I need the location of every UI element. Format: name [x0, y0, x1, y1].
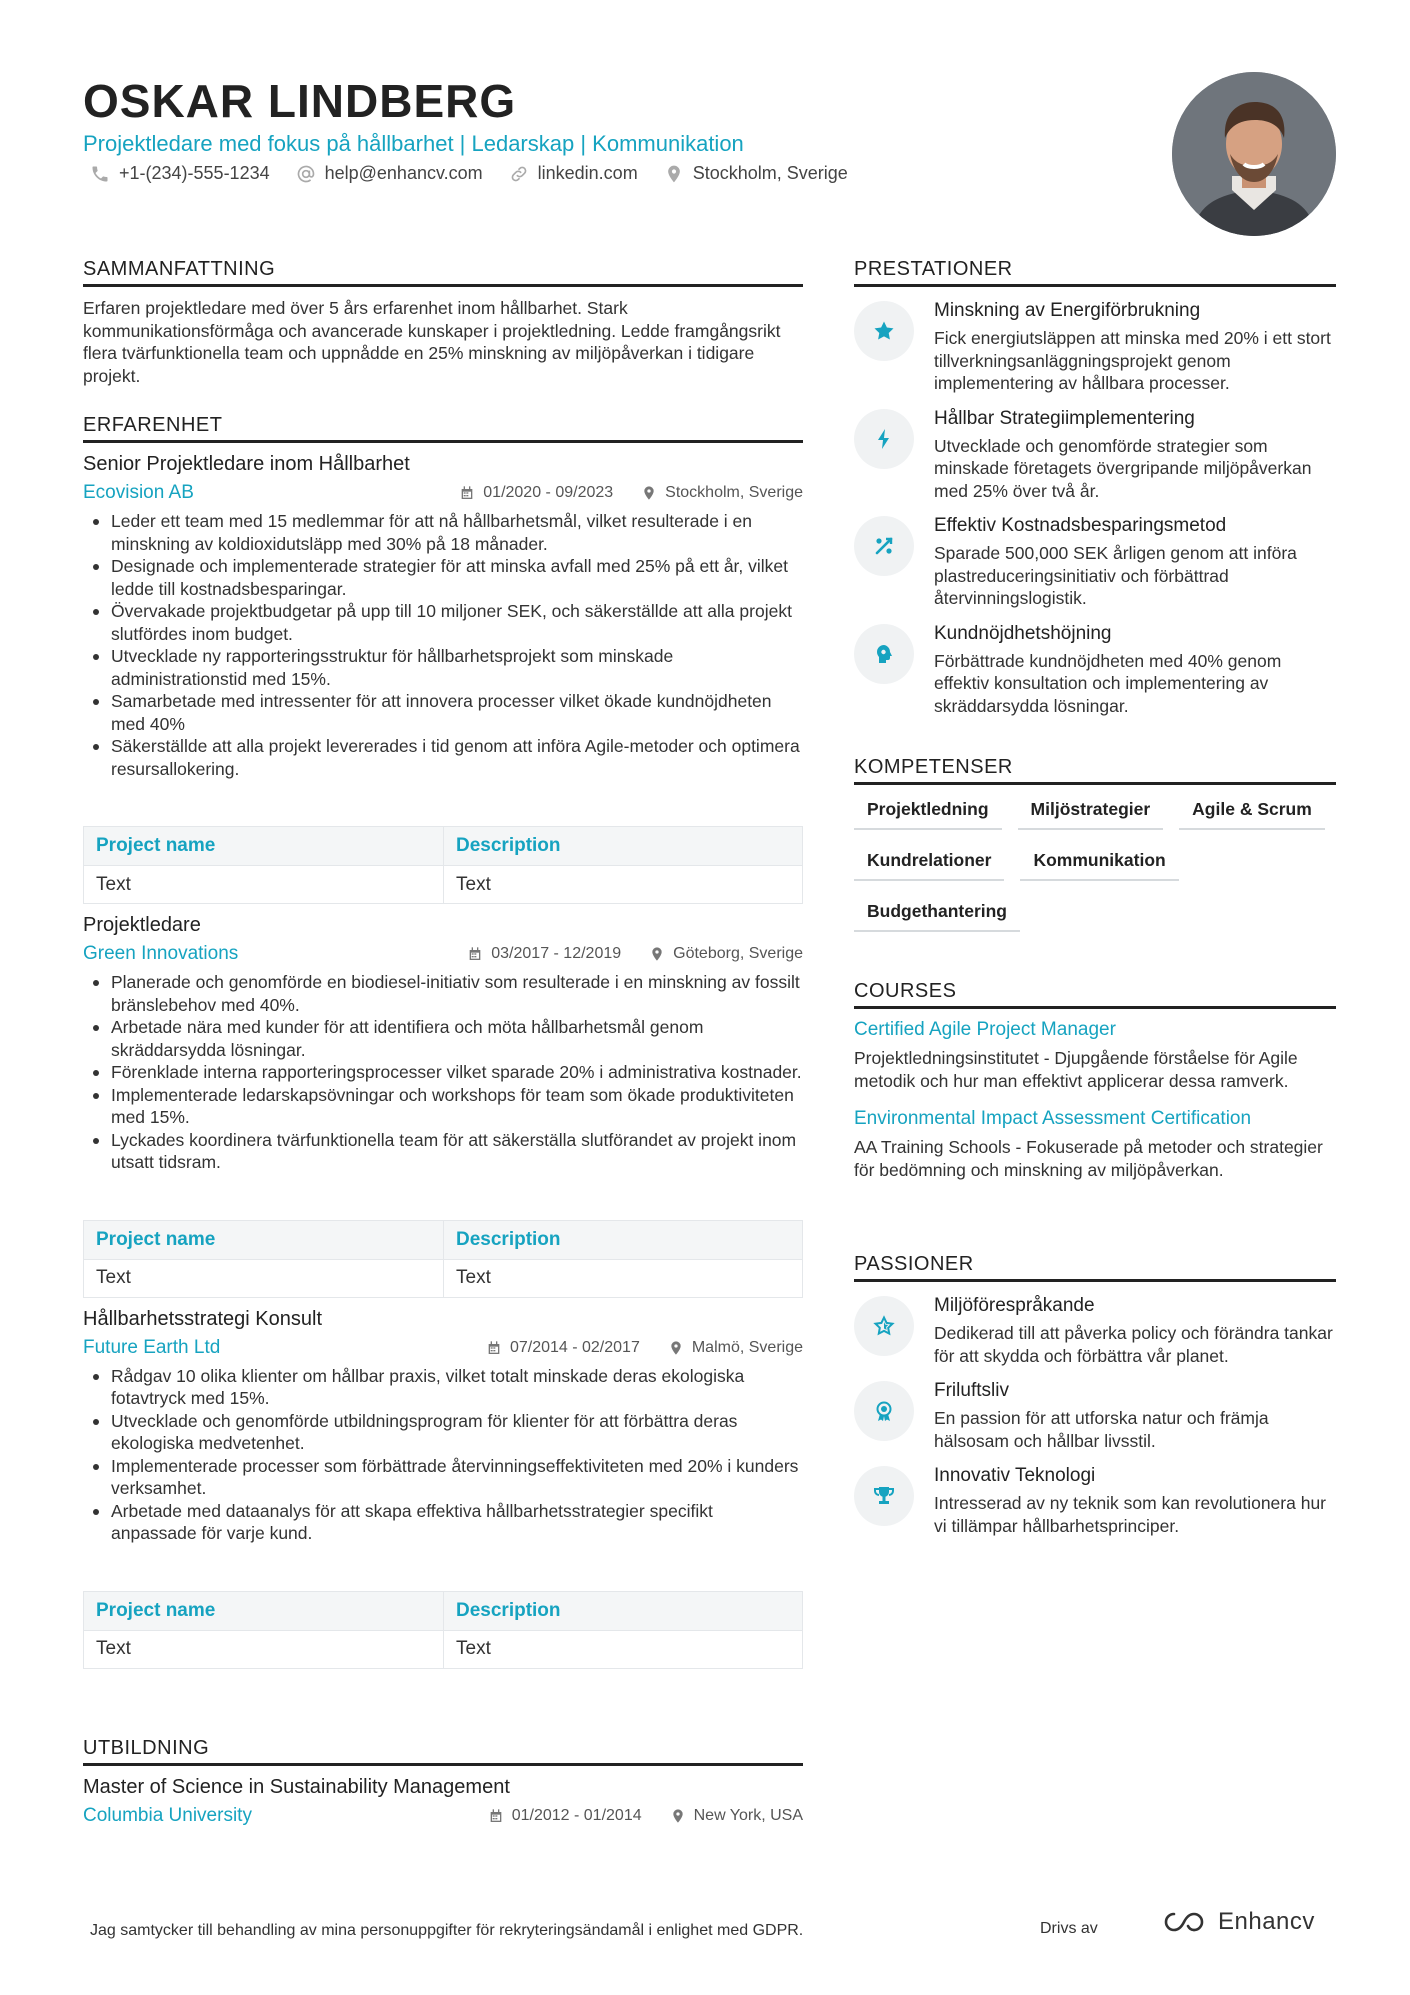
passions-section [854, 1253, 1336, 1537]
job-title: Senior Projektledare inom Hållbarhet [83, 453, 410, 475]
project-table [83, 1591, 803, 1669]
location-pin-icon [668, 1340, 684, 1356]
achievement-item [854, 407, 1336, 503]
calendar-icon [459, 485, 475, 501]
table-row [84, 1630, 803, 1668]
calendar-icon [467, 946, 483, 962]
table-cell: Text [84, 1630, 444, 1668]
achievements-section [854, 258, 1336, 717]
job-location: Stockholm, Sverige [665, 484, 803, 501]
location-pin-icon [641, 485, 657, 501]
gdpr-consent: Jag samtycker till behandling av mina personuppgifter för rekryteringsändamål i enlighet med GDPR. [90, 1922, 804, 1939]
passion-item [854, 1294, 1336, 1367]
job-entry [83, 1308, 803, 1669]
job-dates: 07/2014 - 02/2017 [509, 1338, 640, 1356]
head-icon [872, 642, 896, 666]
star-icon [872, 319, 896, 343]
education-dates: 01/2012 - 01/2014 [511, 1807, 642, 1824]
job-dates: 01/2020 - 09/2023 [483, 484, 614, 501]
job-bullets [83, 971, 803, 1174]
enhancv-logo[interactable] [1160, 1908, 1315, 1936]
table-row [84, 1220, 803, 1259]
skill-tag: Projektledning [854, 799, 1002, 830]
contact-linkedin[interactable] [509, 163, 638, 184]
list-item: Utvecklade och genomförde utbildningsprogram för klienter för att förbättra deras ekologiska medvetenhet. [91, 1410, 803, 1455]
list-item: Planerade och genomförde en biodiesel-initiativ som resulterade i en minskning av fossilt bränslebehov med 40%. [91, 971, 803, 1016]
table-header: Description [444, 1591, 803, 1630]
phone-icon [90, 164, 110, 184]
table-header: Description [444, 1220, 803, 1259]
job-bullets [83, 510, 803, 780]
avatar [1172, 72, 1336, 236]
project-table [83, 1220, 803, 1298]
passion-title: Innovativ Teknologi [934, 1465, 1096, 1486]
powered-by-label: Drivs av [1040, 1920, 1098, 1937]
achievement-item [854, 622, 1336, 718]
job-entry [83, 914, 803, 1298]
passion-title: Miljöförespråkande [934, 1295, 1095, 1316]
linkedin-text: linkedin.com [537, 163, 638, 183]
email-text: help@enhancv.com [324, 163, 483, 183]
summary-heading: SAMMANFATTNING [83, 258, 803, 287]
passion-desc: En passion för att utforska natur och främja hälsosam och hållbar livsstil. [934, 1408, 1269, 1451]
passion-item [854, 1379, 1336, 1452]
school-name: Columbia University [83, 1805, 252, 1826]
achievement-title: Effektiv Kostnadsbesparingsmetod [934, 515, 1227, 536]
candidate-name: OSKAR LINDBERG [83, 75, 517, 127]
course-desc: Projektledningsinstitutet - Djupgående förståelse för Agile metodik och hur man effektivt applicerar dessa ramverk. [854, 1048, 1298, 1091]
summary-text: Erfaren projektledare med över 5 års erfarenhet inom hållbarhet. Stark kommunikationsförmåga och avancerade kunskaper i projektledning. Ledde framgångsrikt flera tvärfunktionella team och uppnådde en 25% minskning av miljöpåverkan i tidigare projekt. [83, 298, 781, 386]
phone-text: +1-(234)-555-1234 [119, 163, 270, 183]
list-item: Leder ett team med 15 medlemmar för att nå hållbarhetsmål, vilket resulterade i en minskning av koldioxidutsläpp med 30% på 18 månader. [91, 510, 803, 555]
skills-section [854, 756, 1336, 932]
contact-location [664, 163, 848, 184]
table-cell: Text [444, 866, 803, 904]
achievement-item [854, 299, 1336, 395]
candidate-headline: Projektledare med fokus på hållbarhet | Ledarskap | Kommunikation [83, 131, 744, 156]
experience-heading: ERFARENHET [83, 414, 803, 443]
list-item: Säkerställde att alla projekt levererades i tid genom att införa Agile-metoder och optimera resursallokering. [91, 735, 803, 780]
company-name: Green Innovations [83, 943, 239, 964]
job-bullets [83, 1365, 803, 1545]
list-item: Utvecklade ny rapporteringsstruktur för hållbarhetsprojekt som minskade administrationstid med 15%. [91, 645, 803, 690]
achievement-item [854, 514, 1336, 610]
company-name: Ecovision AB [83, 482, 194, 503]
list-item: Övervakade projektbudgetar på upp till 10 miljoner SEK, och säkerställde att alla projekt slutfördes inom budget. [91, 600, 803, 645]
table-row [84, 1259, 803, 1297]
calendar-icon [486, 1340, 502, 1356]
table-header: Description [444, 827, 803, 866]
skill-tag: Kommunikation [1020, 850, 1178, 881]
table-header: Project name [84, 1591, 444, 1630]
list-item: Designade och implementerade strategier för att minska avfall med 25% på ett år, vilket ledde till kostnadsbesparingar. [91, 555, 803, 600]
calendar-icon [488, 1808, 504, 1824]
star-outline-icon [872, 1314, 896, 1338]
location-pin-icon [664, 164, 684, 184]
contact-email[interactable] [296, 163, 483, 184]
table-row [84, 827, 803, 866]
skill-tag: Miljöstrategier [1018, 799, 1164, 830]
courses-section [854, 980, 1336, 1181]
passions-heading: PASSIONER [854, 1253, 1336, 1282]
list-item: Arbetade med dataanalys för att skapa effektiva hållbarhetsstrategier specifikt anpassade för varje kund. [91, 1500, 803, 1545]
list-item: Förenklade interna rapporteringsprocesser vilket sparade 20% i administrativa kostnader. [91, 1061, 803, 1084]
skill-tag: Budgethantering [854, 901, 1020, 932]
achievement-title: Minskning av Energiförbrukning [934, 300, 1201, 321]
table-cell: Text [84, 1259, 444, 1297]
brand-name: Enhancv [1218, 1908, 1315, 1935]
skill-tag: Agile & Scrum [1179, 799, 1325, 830]
list-item: Samarbetade med intressenter för att innovera processer vilket ökade kundnöjdheten med 40% [91, 690, 803, 735]
achievement-title: Hållbar Strategiimplementering [934, 407, 1195, 429]
trophy-icon [872, 1484, 896, 1508]
table-cell: Text [444, 1259, 803, 1297]
table-header: Project name [84, 1220, 444, 1259]
percent-icon [872, 534, 896, 558]
achievements-heading: PRESTATIONER [854, 258, 1336, 287]
skill-tag: Kundrelationer [854, 850, 1004, 881]
education-heading: UTBILDNING [83, 1737, 803, 1766]
summary-section [83, 258, 803, 387]
table-row [84, 1591, 803, 1630]
course-title: Environmental Impact Assessment Certification [854, 1108, 1252, 1129]
job-location: Göteborg, Sverige [673, 945, 803, 962]
achievement-desc: Fick energiutsläppen att minska med 20% i ett stort tillverkningsanläggningsprojekt genom implementering av hållbara processer. [934, 328, 1331, 393]
contact-phone[interactable] [90, 163, 270, 184]
contact-bar [90, 163, 848, 184]
job-dates: 03/2017 - 12/2019 [491, 945, 622, 962]
achievement-desc: Utvecklade och genomförde strategier som minskade företagets övergripande miljöpåverkan med 25% över två år. [934, 435, 1312, 501]
project-table [83, 826, 803, 904]
education-location: New York, USA [693, 1807, 803, 1824]
courses-heading: COURSES [854, 980, 1336, 1009]
link-icon [509, 164, 529, 184]
skills-heading: KOMPETENSER [854, 756, 1336, 785]
bolt-icon [872, 427, 896, 451]
achievement-title: Kundnöjdhetshöjning [934, 622, 1112, 644]
list-item: Arbetade nära med kunder för att identifiera och möta hållbarhetsmål genom skräddarsydda lösningar. [91, 1016, 803, 1061]
location-pin-icon [649, 946, 665, 962]
experience-section [83, 414, 803, 1669]
course-title: Certified Agile Project Manager [854, 1019, 1116, 1040]
list-item: Rådgav 10 olika klienter om hållbar praxis, vilket totalt minskade deras ekologiska fotavtryck med 15%. [91, 1365, 803, 1410]
table-cell: Text [444, 1630, 803, 1668]
location-pin-icon [670, 1808, 686, 1824]
award-icon [872, 1399, 896, 1423]
table-header: Project name [84, 827, 444, 866]
passion-desc: Intresserad av ny teknik som kan revolutionera hur vi tillämpar hållbarhetsprinciper. [934, 1493, 1326, 1536]
table-row [84, 866, 803, 904]
job-title: Hållbarhetsstrategi Konsult [83, 1307, 323, 1330]
passion-item [854, 1464, 1336, 1537]
achievement-desc: Förbättrade kundnöjdheten med 40% genom effektiv konsultation och implementering av skräddarsydda lösningar. [934, 650, 1282, 716]
enhancv-logo-icon [1160, 1909, 1208, 1935]
company-name: Future Earth Ltd [83, 1336, 221, 1358]
achievement-desc: Sparade 500,000 SEK årligen genom att införa plastreduceringsinitiativ och förbättrad återvinningslogistik. [934, 543, 1297, 608]
list-item: Lyckades koordinera tvärfunktionella team för att säkerställa slutförandet av projekt inom utsatt tidsram. [91, 1129, 803, 1174]
job-entry [83, 453, 803, 904]
list-item: Implementerade processer som förbättrade återvinningseffektiviteten med 20% i kunders verksamhet. [91, 1455, 803, 1500]
job-location: Malmö, Sverige [691, 1338, 803, 1356]
education-section [83, 1737, 803, 1827]
degree-title: Master of Science in Sustainability Management [83, 1776, 510, 1798]
at-icon [296, 164, 316, 184]
list-item: Implementerade ledarskapsövningar och workshops för team som ökade produktiviteten med 15%. [91, 1084, 803, 1129]
passion-title: Friluftsliv [934, 1380, 1009, 1401]
table-cell: Text [84, 866, 444, 904]
course-desc: AA Training Schools - Fokuserade på metoder och strategier för bedömning och minskning av miljöpåverkan. [854, 1137, 1323, 1180]
passion-desc: Dedikerad till att påverka policy och förändra tankar för att skydda och förbättra vår planet. [934, 1323, 1333, 1366]
location-text: Stockholm, Sverige [692, 163, 848, 183]
job-title: Projektledare [83, 914, 201, 936]
profile-photo-icon [1172, 72, 1336, 236]
